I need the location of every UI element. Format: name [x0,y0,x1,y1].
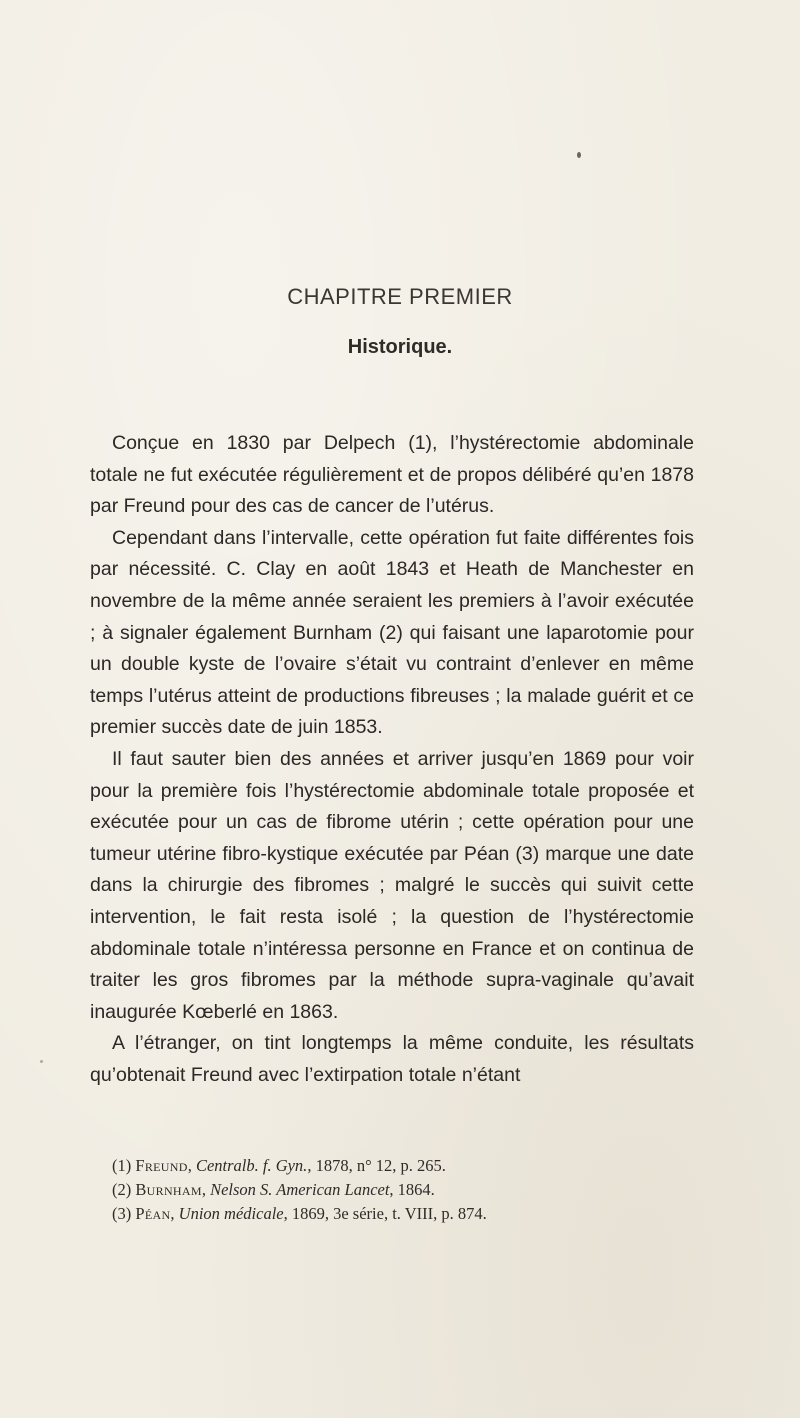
chapter-title: CHAPITRE PREMIER [287,284,513,309]
footnote-details: , 1869, 3e série, t. VIII, p. 874. [283,1204,487,1223]
footnote [112,1154,712,1178]
paragraph: Cependant dans l’intervalle, cette opération fut faite différentes fois par nécessité. C. Clay en août 1843 et Heath de Manchester en novembre de la même année seraient les premiers à l’avoir exécutée ; à signaler également Burnham (2) qui faisant une laparotomie pour un double kyste de l’ovaire s’était vu contraint d’enlever en même temps l’utérus atteint de productions fibreuses ; la malade guérit et ce premier succès date de juin 1853. [90,526,694,739]
footnote-journal: Union médicale [178,1204,284,1223]
footnote-separator: , [187,1156,196,1175]
footnote-journal: Nelson S. American Lancet [210,1180,390,1199]
section-title: Historique. [347,336,453,358]
footnote-journal: Centralb. f. Gyn. [195,1156,308,1175]
paper-speck [40,1060,43,1063]
footnote [112,1178,712,1202]
footnotes [112,1154,712,1226]
footnote-separator: , [170,1204,179,1223]
footnote-separator: , [201,1180,211,1199]
footnote-author: Péan [135,1204,171,1223]
paper-speck [577,152,581,158]
footnote-details: , 1864. [389,1180,435,1199]
paragraph: A l’étranger, on tint longtemps la même conduite, les résultats qu’obtenait Freund avec l’extirpation totale n’étant [90,1032,694,1086]
footnote-details: , 1878, n° 12, p. 265. [307,1156,446,1175]
footnote-author: Burnham [135,1180,202,1199]
body-text [90,428,694,1091]
footnote-author: Freund [135,1156,188,1175]
paragraph: Conçue en 1830 par Delpech (1), l’hystérectomie abdominale totale ne fut exécutée régulièrement et de propos délibéré qu’en 1878 par Freund pour des cas de cancer de l’utérus. [90,432,694,518]
footnote-number: (2) [112,1180,132,1199]
paragraph: Il faut sauter bien des années et arriver jusqu’en 1869 pour voir pour la première fois l’hystérectomie abdominale totale proposée et exécutée pour un cas de fibrome utérin ; cette opération pour une tumeur utérine fibro-kystique exécutée par Péan (3) marque une date dans la chirurgie des fibromes ; malgré le succès qui suivit cette intervention, le fait resta isolé ; la question de l’hystérectomie abdominale totale n’intéressa personne en France et on continua de traiter les gros fibromes par la méthode supra-vaginale qu’avait inaugurée Kœberlé en 1863. [90,747,694,1023]
footnote [112,1202,712,1226]
footnote-number: (1) [112,1156,132,1175]
footnote-number: (3) [112,1204,132,1223]
